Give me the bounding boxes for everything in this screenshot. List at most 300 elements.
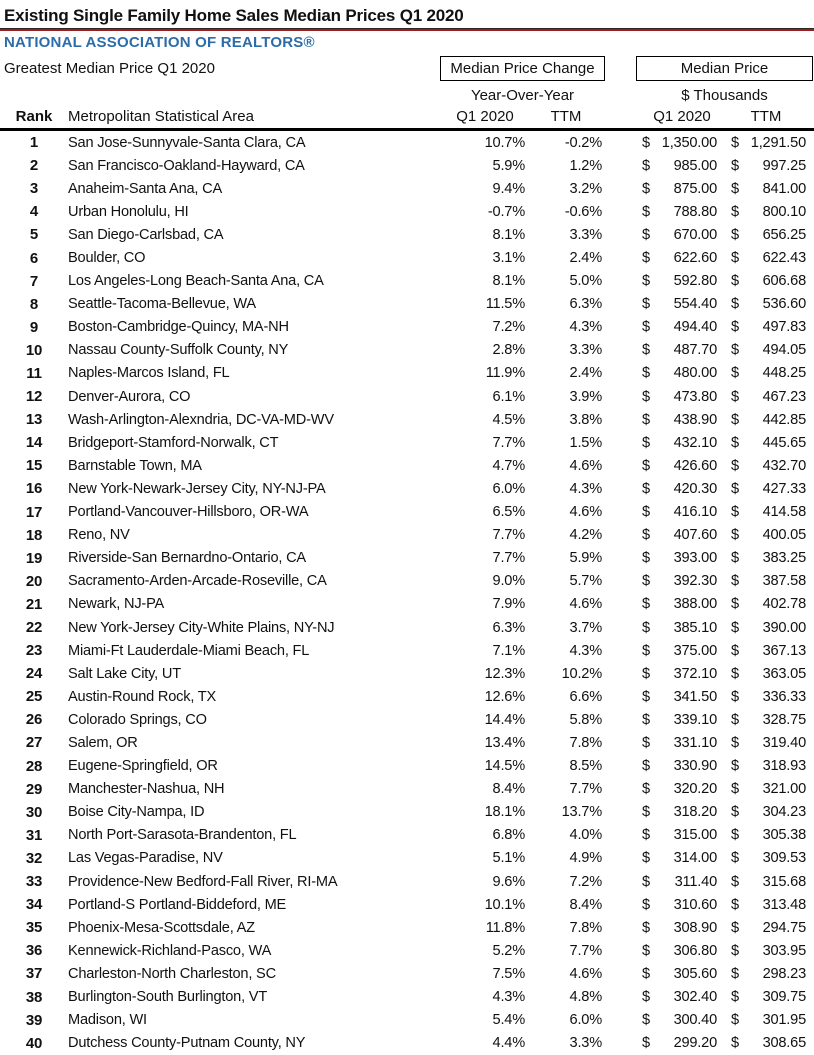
rank-cell: 40 <box>25 1034 43 1052</box>
price-q1-value: 392.30 <box>673 573 717 590</box>
dollar-sign: $ <box>731 1035 739 1052</box>
dollar-sign: $ <box>642 388 650 405</box>
msa-cell: Miami-Ft Lauderdale-Miami Beach, FL <box>68 642 310 659</box>
price-ttm-value: 304.23 <box>762 804 806 821</box>
msa-cell: Salem, OR <box>68 734 138 751</box>
msa-cell: Boise City-Nampa, ID <box>68 804 205 821</box>
price-ttm-value: 298.23 <box>762 965 806 982</box>
rank-cell: 3 <box>29 180 39 198</box>
price-q1-value: 473.80 <box>673 388 717 405</box>
dollar-sign: $ <box>731 157 739 174</box>
change-q1-cell: 7.7% <box>492 550 525 567</box>
msa-cell: Salt Lake City, UT <box>68 665 181 682</box>
msa-cell: Providence-New Bedford-Fall River, RI-MA <box>68 873 338 890</box>
rank-cell: 34 <box>25 896 43 914</box>
price-ttm-cell <box>717 435 806 451</box>
change-q1-cell: 4.3% <box>492 989 525 1006</box>
table-row <box>0 293 814 316</box>
price-q1-cell <box>602 781 717 797</box>
price-q1-value: 416.10 <box>673 504 717 521</box>
price-ttm-cell <box>717 712 806 728</box>
change-ttm-cell: 3.3% <box>569 1035 602 1052</box>
price-ttm-cell <box>717 943 806 959</box>
dollar-sign: $ <box>731 919 739 936</box>
change-ttm-cell: 5.0% <box>569 273 602 290</box>
rank-cell: 15 <box>25 457 43 475</box>
price-q1-cell <box>602 643 717 659</box>
price-ttm-cell <box>717 227 806 243</box>
dollar-sign: $ <box>731 989 739 1006</box>
change-ttm-cell: 4.8% <box>569 989 602 1006</box>
dollar-sign: $ <box>731 411 739 428</box>
dollar-sign: $ <box>731 711 739 728</box>
price-ttm-cell <box>717 204 806 220</box>
change-q1-cell: 5.1% <box>492 850 525 867</box>
price-q1-cell <box>602 1012 717 1028</box>
change-q1-cell: 5.4% <box>492 1012 525 1029</box>
dollar-sign: $ <box>642 619 650 636</box>
price-q1-cell <box>602 874 717 890</box>
price-ttm-value: 448.25 <box>762 365 806 382</box>
dollar-sign: $ <box>642 734 650 751</box>
dollar-sign: $ <box>731 642 739 659</box>
table-row <box>0 477 814 500</box>
change-ttm-cell: 6.3% <box>569 296 602 313</box>
price-q1-value: 308.90 <box>673 919 717 936</box>
price-q1-cell <box>602 342 717 358</box>
msa-cell: Kennewick-Richland-Pasco, WA <box>68 942 272 959</box>
price-ttm-value: 497.83 <box>762 319 806 336</box>
price-ttm-value: 467.23 <box>762 388 806 405</box>
dollar-sign: $ <box>642 596 650 613</box>
table-row <box>0 570 814 593</box>
dollar-sign: $ <box>642 873 650 890</box>
table-row <box>0 501 814 524</box>
price-q1-cell <box>602 412 717 428</box>
column-header-msa: Metropolitan Statistical Area <box>68 108 254 125</box>
dollar-sign: $ <box>731 342 739 359</box>
price-q1-value: 311.40 <box>674 873 717 890</box>
price-ttm-cell <box>717 527 806 543</box>
price-q1-cell <box>602 550 717 566</box>
msa-cell: New York-Jersey City-White Plains, NY-NJ <box>68 619 335 636</box>
price-ttm-cell <box>717 827 806 843</box>
change-ttm-cell: 3.9% <box>569 388 602 405</box>
change-q1-cell: 9.4% <box>492 180 525 197</box>
table-row <box>0 246 814 269</box>
dollar-sign: $ <box>642 365 650 382</box>
price-ttm-value: 319.40 <box>762 734 806 751</box>
msa-cell: Bridgeport-Stamford-Norwalk, CT <box>68 434 279 451</box>
rank-cell: 33 <box>25 873 43 891</box>
price-q1-cell <box>602 389 717 405</box>
table-row <box>0 616 814 639</box>
price-ttm-value: 318.93 <box>762 758 806 775</box>
dollar-sign: $ <box>731 781 739 798</box>
rank-cell: 35 <box>25 919 43 937</box>
price-ttm-value: 383.25 <box>762 550 806 567</box>
rank-cell: 20 <box>25 572 43 590</box>
dollar-sign: $ <box>731 504 739 521</box>
change-ttm-cell: 4.0% <box>569 827 602 844</box>
dollar-sign: $ <box>731 734 739 751</box>
msa-cell: Wash-Arlington-Alexndria, DC-VA-MD-WV <box>68 411 334 428</box>
dollar-sign: $ <box>731 365 739 382</box>
price-q1-value: 300.40 <box>673 1012 717 1029</box>
price-q1-cell <box>602 989 717 1005</box>
table-row <box>0 131 814 154</box>
price-q1-cell <box>602 735 717 751</box>
dollar-sign: $ <box>642 942 650 959</box>
change-q1-cell: 5.2% <box>492 942 525 959</box>
dollar-sign: $ <box>731 965 739 982</box>
dollar-sign: $ <box>731 573 739 590</box>
change-q1-cell: 12.3% <box>484 665 525 682</box>
price-ttm-value: 432.70 <box>762 457 806 474</box>
price-q1-cell <box>602 481 717 497</box>
dollar-sign: $ <box>642 550 650 567</box>
change-q1-cell: 10.7% <box>484 134 525 151</box>
price-ttm-value: 387.58 <box>762 573 806 590</box>
price-q1-value: 622.60 <box>673 250 717 267</box>
dollar-sign: $ <box>642 827 650 844</box>
change-q1-cell: 7.7% <box>492 527 525 544</box>
price-ttm-cell <box>717 296 806 312</box>
dollar-sign: $ <box>642 1012 650 1029</box>
msa-cell: Boston-Cambridge-Quincy, MA-NH <box>68 319 289 336</box>
price-ttm-value: 313.48 <box>762 896 806 913</box>
change-ttm-cell: 6.6% <box>569 688 602 705</box>
report-header <box>0 0 814 131</box>
msa-cell: New York-Newark-Jersey City, NY-NJ-PA <box>68 480 326 497</box>
price-q1-cell <box>602 181 717 197</box>
dollar-sign: $ <box>731 1012 739 1029</box>
change-q1-cell: 11.5% <box>485 296 525 313</box>
rank-cell: 8 <box>29 295 39 313</box>
price-q1-cell <box>602 319 717 335</box>
table-row <box>0 708 814 731</box>
rank-cell: 25 <box>25 688 43 706</box>
price-q1-cell <box>602 504 717 520</box>
column-header-price-q1: Q1 2020 <box>653 108 711 125</box>
price-q1-value: 375.00 <box>673 642 717 659</box>
rank-cell: 14 <box>25 434 43 452</box>
rank-cell: 10 <box>25 341 43 359</box>
rank-cell: 28 <box>25 757 43 775</box>
rank-cell: 39 <box>25 1011 43 1029</box>
change-q1-cell: 6.5% <box>492 504 525 521</box>
dollar-sign: $ <box>731 688 739 705</box>
dollar-sign: $ <box>731 203 739 220</box>
change-ttm-cell: 1.5% <box>569 434 602 451</box>
price-ttm-cell <box>717 596 806 612</box>
change-q1-cell: 3.1% <box>492 250 525 267</box>
dollar-sign: $ <box>642 180 650 197</box>
dollar-sign: $ <box>642 965 650 982</box>
dollar-sign: $ <box>642 573 650 590</box>
dollar-sign: $ <box>731 250 739 267</box>
change-q1-cell: 11.9% <box>485 365 525 382</box>
rank-cell: 31 <box>25 826 43 844</box>
change-q1-cell: 8.1% <box>492 273 525 290</box>
rank-cell: 29 <box>25 780 43 798</box>
price-ttm-value: 427.33 <box>762 480 806 497</box>
dollar-sign: $ <box>731 850 739 867</box>
price-q1-cell <box>602 573 717 589</box>
table-row <box>0 1032 814 1055</box>
change-ttm-cell: 3.7% <box>569 619 602 636</box>
msa-cell: San Jose-Sunnyvale-Santa Clara, CA <box>68 134 306 151</box>
dollar-sign: $ <box>642 1035 650 1052</box>
rank-cell: 19 <box>25 549 43 567</box>
rank-cell: 17 <box>25 503 43 521</box>
dollar-sign: $ <box>731 388 739 405</box>
price-ttm-cell <box>717 550 806 566</box>
msa-cell: Manchester-Nashua, NH <box>68 781 225 798</box>
price-q1-value: 385.10 <box>673 619 717 636</box>
dollar-sign: $ <box>642 989 650 1006</box>
price-q1-value: 339.10 <box>673 711 717 728</box>
price-ttm-value: 303.95 <box>762 942 806 959</box>
table-row <box>0 385 814 408</box>
price-q1-value: 320.20 <box>673 781 717 798</box>
change-q1-cell: 7.7% <box>492 434 525 451</box>
price-q1-cell <box>602 435 717 451</box>
dollar-sign: $ <box>642 226 650 243</box>
msa-cell: Eugene-Springfield, OR <box>68 758 218 775</box>
dollar-sign: $ <box>642 457 650 474</box>
dollar-sign: $ <box>731 827 739 844</box>
table-row <box>0 431 814 454</box>
rank-cell: 22 <box>25 619 43 637</box>
price-q1-value: 494.40 <box>673 319 717 336</box>
change-ttm-cell: 4.6% <box>569 596 602 613</box>
price-ttm-value: 390.00 <box>762 619 806 636</box>
dollar-sign: $ <box>731 550 739 567</box>
table-row <box>0 870 814 893</box>
table-row <box>0 524 814 547</box>
column-header-rank: Rank <box>15 108 53 125</box>
change-q1-cell: 9.6% <box>492 873 525 890</box>
column-header-change-ttm: TTM <box>550 108 582 125</box>
price-ttm-value: 363.05 <box>762 665 806 682</box>
price-q1-value: 407.60 <box>673 527 717 544</box>
dollar-sign: $ <box>642 758 650 775</box>
dollar-sign: $ <box>731 434 739 451</box>
subheader-year-over-year: Year-Over-Year <box>470 87 575 104</box>
table-row <box>0 778 814 801</box>
change-ttm-cell: 2.4% <box>569 250 602 267</box>
msa-cell: Anaheim-Santa Ana, CA <box>68 180 222 197</box>
change-ttm-cell: -0.6% <box>564 203 602 220</box>
price-q1-value: 554.40 <box>673 296 717 313</box>
price-ttm-value: 494.05 <box>762 342 806 359</box>
change-ttm-cell: 8.4% <box>569 896 602 913</box>
price-ttm-value: 367.13 <box>762 642 806 659</box>
price-ttm-value: 656.25 <box>762 226 806 243</box>
price-ttm-value: 442.85 <box>762 411 806 428</box>
group-header-median-price: Median Price <box>636 56 813 81</box>
price-ttm-value: 309.75 <box>762 989 806 1006</box>
price-q1-value: 420.30 <box>673 480 717 497</box>
change-q1-cell: 10.1% <box>484 896 525 913</box>
msa-cell: Barnstable Town, MA <box>68 457 202 474</box>
change-q1-cell: 14.5% <box>484 758 525 775</box>
dollar-sign: $ <box>731 480 739 497</box>
rank-cell: 6 <box>29 249 39 267</box>
price-q1-cell <box>602 596 717 612</box>
msa-cell: Sacramento-Arden-Arcade-Roseville, CA <box>68 573 327 590</box>
change-q1-cell: 9.0% <box>492 573 525 590</box>
dollar-sign: $ <box>642 411 650 428</box>
change-ttm-cell: 4.6% <box>569 504 602 521</box>
change-ttm-cell: 4.3% <box>569 480 602 497</box>
change-q1-cell: 5.9% <box>492 157 525 174</box>
price-ttm-value: 315.68 <box>762 873 806 890</box>
price-q1-value: 670.00 <box>673 226 717 243</box>
dollar-sign: $ <box>731 942 739 959</box>
rank-cell: 1 <box>29 134 39 152</box>
dollar-sign: $ <box>642 157 650 174</box>
change-ttm-cell: 7.2% <box>569 873 602 890</box>
table-row <box>0 339 814 362</box>
table-row <box>0 731 814 754</box>
dollar-sign: $ <box>642 203 650 220</box>
change-q1-cell: 2.8% <box>492 342 525 359</box>
change-ttm-cell: 7.7% <box>569 781 602 798</box>
price-ttm-cell <box>717 666 806 682</box>
price-ttm-cell <box>717 481 806 497</box>
msa-cell: Phoenix-Mesa-Scottsdale, AZ <box>68 919 255 936</box>
price-ttm-value: 414.58 <box>762 504 806 521</box>
table-row <box>0 962 814 985</box>
price-q1-cell <box>602 227 717 243</box>
dollar-sign: $ <box>731 319 739 336</box>
table-row <box>0 939 814 962</box>
price-ttm-cell <box>717 758 806 774</box>
rank-cell: 4 <box>29 203 39 221</box>
dollar-sign: $ <box>642 688 650 705</box>
title-rule <box>0 28 814 31</box>
table-row <box>0 154 814 177</box>
price-q1-value: 438.90 <box>673 411 717 428</box>
table-row <box>0 593 814 616</box>
rank-cell: 30 <box>25 803 43 821</box>
change-ttm-cell: 3.2% <box>569 180 602 197</box>
change-ttm-cell: 4.6% <box>569 965 602 982</box>
price-ttm-value: 402.78 <box>762 596 806 613</box>
price-ttm-cell <box>717 689 806 705</box>
price-ttm-cell <box>717 181 806 197</box>
dollar-sign: $ <box>642 665 650 682</box>
msa-cell: Colorado Springs, CO <box>68 711 207 728</box>
dollar-sign: $ <box>642 319 650 336</box>
price-q1-value: 388.00 <box>673 596 717 613</box>
price-q1-cell <box>602 666 717 682</box>
rank-cell: 24 <box>25 665 43 683</box>
table-row <box>0 755 814 778</box>
change-q1-cell: 4.5% <box>492 411 525 428</box>
change-q1-cell: 12.6% <box>484 688 525 705</box>
rank-cell: 5 <box>29 226 39 244</box>
price-q1-cell <box>602 296 717 312</box>
price-ttm-cell <box>717 735 806 751</box>
price-q1-cell <box>602 158 717 174</box>
table-body <box>0 131 814 1055</box>
price-q1-value: 426.60 <box>673 457 717 474</box>
dollar-sign: $ <box>642 273 650 290</box>
rank-cell: 38 <box>25 988 43 1006</box>
price-q1-cell <box>602 897 717 913</box>
msa-cell: Naples-Marcos Island, FL <box>68 365 230 382</box>
rank-cell: 13 <box>25 411 43 429</box>
msa-cell: Austin-Round Rock, TX <box>68 688 217 705</box>
change-ttm-cell: 5.7% <box>569 573 602 590</box>
price-ttm-cell <box>717 135 806 151</box>
price-q1-value: 299.20 <box>673 1035 717 1052</box>
price-ttm-cell <box>717 897 806 913</box>
change-q1-cell: 7.2% <box>492 319 525 336</box>
msa-cell: Dutchess County-Putnam County, NY <box>68 1035 306 1052</box>
rank-cell: 12 <box>25 388 43 406</box>
change-ttm-cell: 3.8% <box>569 411 602 428</box>
dollar-sign: $ <box>731 804 739 821</box>
dollar-sign: $ <box>642 919 650 936</box>
dollar-sign: $ <box>731 896 739 913</box>
price-ttm-cell <box>717 874 806 890</box>
msa-cell: Seattle-Tacoma-Bellevue, WA <box>68 296 256 313</box>
msa-cell: Reno, NV <box>68 527 130 544</box>
dollar-sign: $ <box>731 226 739 243</box>
price-q1-cell <box>602 827 717 843</box>
change-q1-cell: 6.8% <box>492 827 525 844</box>
msa-cell: Denver-Aurora, CO <box>68 388 191 405</box>
price-q1-cell <box>602 365 717 381</box>
msa-cell: San Diego-Carlsbad, CA <box>68 226 224 243</box>
change-ttm-cell: 7.7% <box>569 942 602 959</box>
price-ttm-value: 445.65 <box>762 434 806 451</box>
price-q1-cell <box>602 250 717 266</box>
table-row <box>0 270 814 293</box>
price-q1-value: 985.00 <box>673 157 717 174</box>
rank-cell: 37 <box>25 965 43 983</box>
table-row <box>0 547 814 570</box>
change-q1-cell: 13.4% <box>484 734 525 751</box>
price-q1-value: 487.70 <box>673 342 717 359</box>
org-name: NATIONAL ASSOCIATION OF REALTORS® <box>4 34 315 51</box>
price-q1-cell <box>602 458 717 474</box>
dollar-sign: $ <box>642 504 650 521</box>
price-ttm-cell <box>717 989 806 1005</box>
msa-cell: Boulder, CO <box>68 250 146 267</box>
table-row <box>0 454 814 477</box>
report-subtitle: Greatest Median Price Q1 2020 <box>4 60 215 77</box>
change-ttm-cell: 7.8% <box>569 734 602 751</box>
price-ttm-value: 622.43 <box>762 250 806 267</box>
price-ttm-value: 800.10 <box>762 203 806 220</box>
price-q1-cell <box>602 273 717 289</box>
msa-cell: Urban Honolulu, HI <box>68 203 189 220</box>
price-q1-cell <box>602 943 717 959</box>
rank-cell: 18 <box>25 526 43 544</box>
group-header-median-price-change: Median Price Change <box>440 56 605 81</box>
change-q1-cell: 8.4% <box>492 781 525 798</box>
rank-cell: 7 <box>29 272 39 290</box>
rank-cell: 21 <box>25 595 43 613</box>
page-title: Existing Single Family Home Sales Median Prices Q1 2020 <box>4 6 464 25</box>
price-q1-cell <box>602 966 717 982</box>
price-q1-value: 310.60 <box>673 896 717 913</box>
